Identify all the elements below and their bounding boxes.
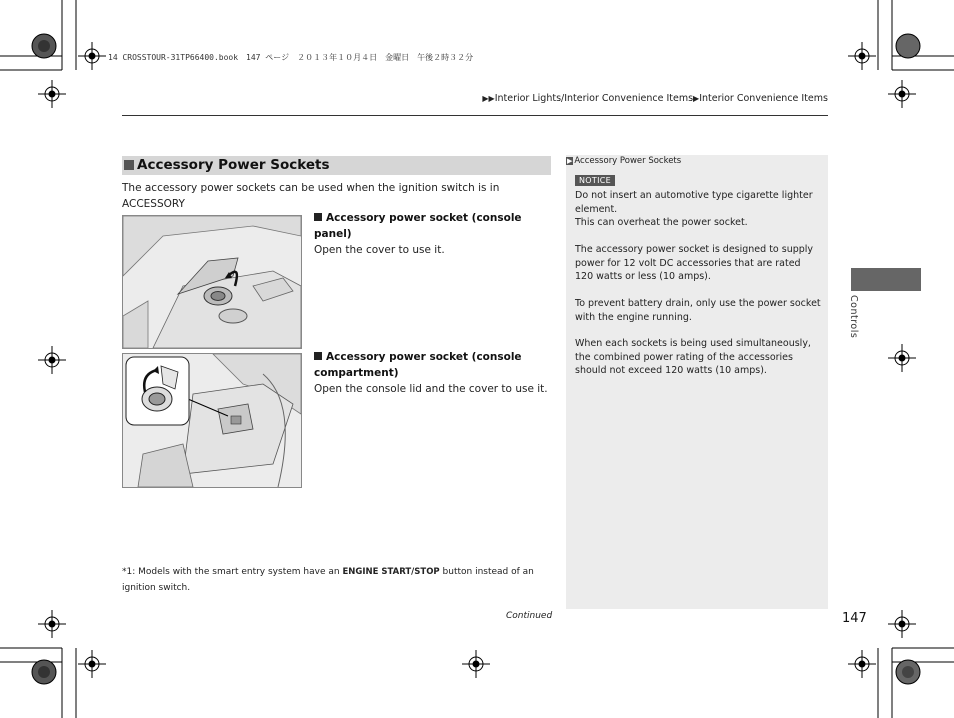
footnote-suffix: button instead of an ignition switch. bbox=[122, 567, 534, 593]
header-rule bbox=[122, 115, 828, 116]
notes-sidebar bbox=[566, 155, 828, 609]
bullet-square-icon bbox=[314, 213, 322, 221]
intro-text: The accessory power sockets can be used when the ignition switch is in ACCESSORY bbox=[122, 182, 500, 210]
footnote-prefix: *1: Models with the smart entry system have an bbox=[122, 567, 340, 577]
sidebar-title-text: Accessory Power Sockets bbox=[574, 156, 682, 166]
subsection-heading bbox=[314, 349, 554, 381]
page-number: 147 bbox=[842, 611, 867, 626]
chapter-tab[interactable] bbox=[851, 268, 921, 291]
subsection-console-panel bbox=[314, 210, 554, 258]
bullet-square-icon bbox=[314, 352, 322, 360]
notice-badge: NOTICE bbox=[575, 175, 615, 186]
heading-square-icon bbox=[124, 160, 134, 170]
breadcrumb-part1[interactable]: Interior Lights/Interior Convenience Items bbox=[494, 93, 694, 104]
sidebar-para-simultaneous: When each sockets is being used simultaneously, the combined power rating of the accessories should not exceed 120 watts (10 amps). bbox=[575, 338, 811, 376]
section-heading-bar bbox=[122, 156, 551, 175]
print-file-header: 14 CROSSTOUR-31TP66400.book 147 ページ ２０１３年１０月４日 金曜日 午後２時３２分 bbox=[108, 53, 474, 62]
subsection-console-compartment bbox=[314, 349, 554, 397]
breadcrumb-part2[interactable]: Interior Convenience Items bbox=[699, 93, 828, 104]
subsection-heading bbox=[314, 210, 554, 242]
breadcrumb-arrow-icon: ▶▶ bbox=[482, 94, 495, 103]
subsection-text: Open the console lid and the cover to use it. bbox=[314, 383, 548, 395]
breadcrumb-separator-icon: ▶ bbox=[693, 94, 700, 103]
continued-label: Continued bbox=[506, 611, 553, 621]
reference-arrow-icon: ▶ bbox=[567, 157, 573, 165]
sidebar-para-battery: To prevent battery drain, only use the power socket with the engine running. bbox=[575, 298, 821, 323]
console-compartment-socket-photo bbox=[122, 353, 302, 488]
section-title: Accessory Power Sockets bbox=[137, 157, 330, 173]
notice-text: Do not insert an automotive type cigarette lighter element. This can overheat the power socket. bbox=[575, 190, 813, 228]
footnote bbox=[122, 564, 552, 596]
chapter-tab-label[interactable]: Controls bbox=[848, 295, 859, 339]
subsection-heading-text: Accessory power socket (console compartment) bbox=[314, 351, 522, 379]
sidebar-para-power-rating: The accessory power socket is designed to supply power for 12 volt DC accessories that are rated 120 watts or less (10 amps). bbox=[575, 244, 814, 282]
subsection-heading-text: Accessory power socket (console panel) bbox=[314, 212, 522, 240]
footnote-button-name: ENGINE START/STOP bbox=[342, 567, 440, 577]
subsection-text: Open the cover to use it. bbox=[314, 244, 445, 256]
console-panel-socket-photo bbox=[122, 215, 302, 349]
breadcrumb bbox=[482, 93, 828, 104]
sidebar-title bbox=[566, 156, 681, 166]
